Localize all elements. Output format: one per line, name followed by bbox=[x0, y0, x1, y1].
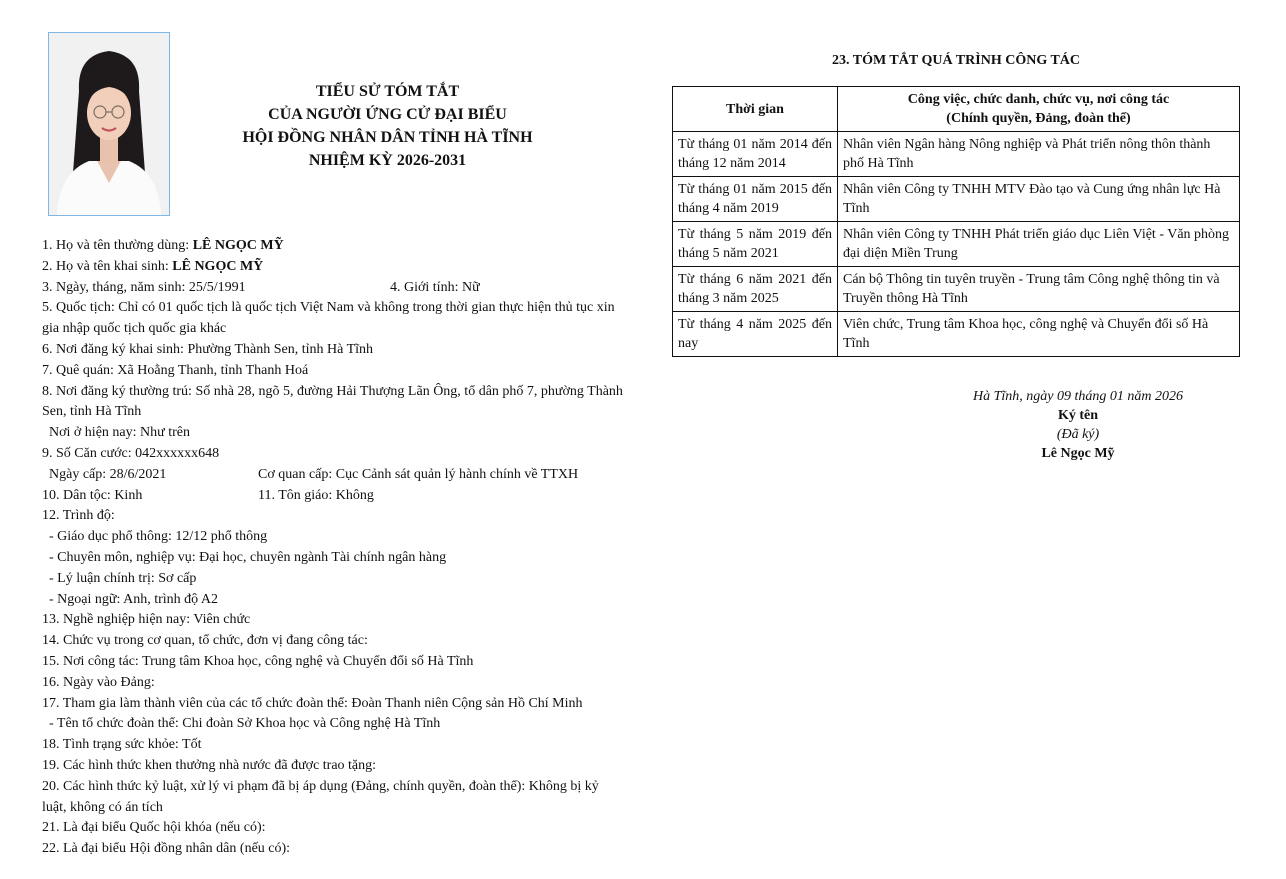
f1-value: LÊ NGỌC MỸ bbox=[192, 238, 284, 253]
info-f9-sub bbox=[42, 465, 624, 486]
info-f10-f11 bbox=[42, 486, 624, 507]
row-time: Từ tháng 6 năm 2021 đến tháng 3 năm 2025 bbox=[673, 267, 838, 312]
info-f20: 20. Các hình thức kỷ luật, xử lý vi phạm đã bị áp dụng (Đảng, chính quyền, đoàn thể): Không bị kỷ luật, không có án tích bbox=[42, 778, 599, 815]
f1-label: 1. Họ và tên thường dùng: bbox=[42, 238, 193, 253]
info-f9: 9. Số Căn cước: 042xxxxxx648 bbox=[42, 445, 220, 461]
row-time: Từ tháng 4 năm 2025 đến nay bbox=[673, 312, 838, 357]
f3: 3. Ngày, tháng, năm sinh: 25/5/1991 bbox=[42, 279, 246, 295]
row-job: Nhân viên Công ty TNHH MTV Đào tạo và Cung ứng nhân lực Hà Tĩnh bbox=[838, 177, 1240, 222]
signed-note: (Đã ký) bbox=[1056, 427, 1100, 442]
f10: 10. Dân tộc: Kinh bbox=[42, 487, 143, 503]
row-job: Nhân viên Ngân hàng Nông nghiệp và Phát triển nông thôn thành phố Hà Tĩnh bbox=[838, 132, 1240, 177]
info-f14: 14. Chức vụ trong cơ quan, tổ chức, đơn vị đang công tác: bbox=[42, 633, 368, 649]
info-f21: 21. Là đại biểu Quốc hội khóa (nếu có): bbox=[42, 820, 266, 836]
info-f1 bbox=[42, 236, 624, 257]
title-line-1: TIỂU SỬ TÓM TẮT bbox=[315, 83, 460, 100]
info-f17: 17. Tham gia làm thành viên của các tổ chức đoàn thể: Đoàn Thanh niên Cộng sản Hồ Chí Minh bbox=[42, 695, 583, 711]
signer-name: Lê Ngọc Mỹ bbox=[1041, 446, 1115, 461]
info-f17b: - Tên tổ chức đoàn thể: Chi đoàn Sở Khoa học và Công nghệ Hà Tĩnh bbox=[49, 716, 441, 732]
f2-value: LÊ NGỌC MỸ bbox=[172, 258, 264, 274]
info-f16: 16. Ngày vào Đảng: bbox=[42, 674, 155, 690]
f2-label: 2. Họ và tên khai sinh: bbox=[42, 258, 173, 274]
portrait-image bbox=[49, 33, 169, 215]
signature-block bbox=[900, 387, 1256, 463]
table-row bbox=[673, 222, 1240, 267]
info-f2 bbox=[42, 257, 624, 278]
f9a: Ngày cấp: 28/6/2021 bbox=[49, 466, 167, 482]
f9b: Cơ quan cấp: Cục Cảnh sát quản lý hành chính về TTXH bbox=[258, 466, 579, 482]
info-f3-f4 bbox=[42, 278, 624, 299]
table-row bbox=[673, 312, 1240, 357]
info-f12: 12. Trình độ: bbox=[42, 508, 115, 524]
table-row bbox=[673, 267, 1240, 312]
info-f15: 15. Nơi công tác: Trung tâm Khoa học, công nghệ và Chuyển đổi số Hà Tĩnh bbox=[42, 653, 474, 669]
row-time: Từ tháng 5 năm 2019 đến tháng 5 năm 2021 bbox=[673, 222, 838, 267]
f4: 4. Giới tính: Nữ bbox=[390, 279, 480, 295]
info-f19: 19. Các hình thức khen thưởng nhà nước đã được trao tặng: bbox=[42, 757, 377, 773]
table-row bbox=[673, 177, 1240, 222]
row-job: Viên chức, Trung tâm Khoa học, công nghệ và Chuyển đổi số Hà Tĩnh bbox=[838, 312, 1240, 357]
title-line-4: NHIỆM KỲ 2026-2031 bbox=[308, 152, 467, 169]
work-history-title: 23. TÓM TẮT QUÁ TRÌNH CÔNG TÁC bbox=[831, 53, 1081, 68]
info-f12a: - Giáo dục phổ thông: 12/12 phổ thông bbox=[49, 529, 268, 545]
info-f8b: Nơi ở hiện nay: Như trên bbox=[49, 425, 190, 441]
header-job-line-1: Công việc, chức danh, chức vụ, nơi công tác bbox=[907, 92, 1170, 107]
info-f22: 22. Là đại biểu Hội đồng nhân dân (nếu có): bbox=[42, 841, 291, 857]
row-time: Từ tháng 01 năm 2015 đến tháng 4 năm 2019 bbox=[673, 177, 838, 222]
header-job-line-2: (Chính quyền, Đảng, đoàn thể) bbox=[946, 111, 1131, 126]
work-history-table bbox=[672, 86, 1240, 357]
row-job: Nhân viên Công ty TNHH Phát triển giáo dục Liên Việt - Văn phòng đại diện Miền Trung bbox=[838, 222, 1240, 267]
info-f12c: - Lý luận chính trị: Sơ cấp bbox=[49, 570, 197, 586]
info-f8: 8. Nơi đăng ký thường trú: Số nhà 28, ngõ 5, đường Hải Thượng Lãn Ông, tổ dân phố 7, phường Thành Sen, tỉnh Hà Tĩnh bbox=[42, 383, 623, 420]
f11: 11. Tôn giáo: Không bbox=[258, 487, 374, 503]
header-job bbox=[838, 87, 1240, 132]
info-f12d: - Ngoại ngữ: Anh, trình độ A2 bbox=[49, 591, 218, 607]
place-date: Hà Tĩnh, ngày 09 tháng 01 năm 2026 bbox=[973, 389, 1183, 404]
info-f5: 5. Quốc tịch: Chỉ có 01 quốc tịch là quốc tịch Việt Nam và không trong thời gian thực hiện thủ tục xin gia nhập quốc tịch quốc gia khác bbox=[42, 300, 615, 337]
info-f18: 18. Tình trạng sức khỏe: Tốt bbox=[42, 737, 202, 753]
row-job: Cán bộ Thông tin tuyên truyền - Trung tâm Công nghệ thông tin và Truyền thông Hà Tĩnh bbox=[838, 267, 1240, 312]
table-row bbox=[673, 132, 1240, 177]
header-time: Thời gian bbox=[673, 87, 838, 132]
candidate-photo bbox=[48, 32, 170, 216]
info-f13: 13. Nghề nghiệp hiện nay: Viên chức bbox=[42, 612, 251, 628]
title-line-3: HỘI ĐỒNG NHÂN DÂN TỈNH HÀ TĨNH bbox=[242, 129, 533, 146]
personal-info bbox=[42, 236, 624, 860]
info-f12b: - Chuyên môn, nghiệp vụ: Đại học, chuyên ngành Tài chính ngân hàng bbox=[49, 549, 447, 565]
info-f6: 6. Nơi đăng ký khai sinh: Phường Thành Sen, tỉnh Hà Tĩnh bbox=[42, 341, 374, 357]
sign-label: Ký tên bbox=[1057, 408, 1099, 423]
table-header-row bbox=[673, 87, 1240, 132]
title-line-2: CỦA NGƯỜI ỨNG CỬ ĐẠI BIỂU bbox=[268, 106, 507, 123]
info-f7: 7. Quê quán: Xã Hoằng Thanh, tỉnh Thanh Hoá bbox=[42, 362, 309, 378]
document-title bbox=[200, 80, 575, 172]
row-time: Từ tháng 01 năm 2014 đến tháng 12 năm 2014 bbox=[673, 132, 838, 177]
